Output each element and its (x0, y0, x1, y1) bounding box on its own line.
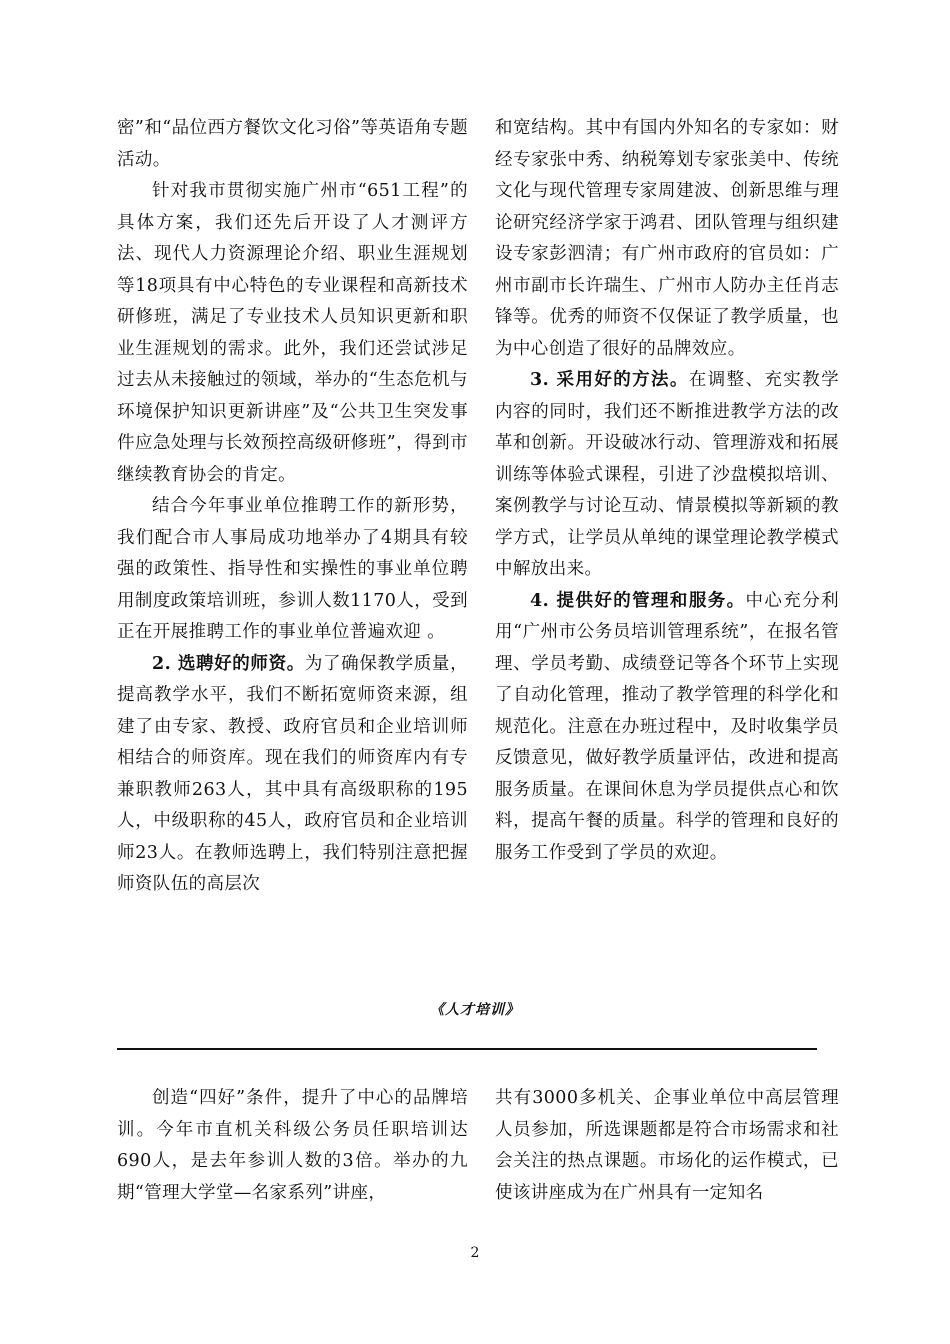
bottom-left-column (117, 1083, 468, 1209)
paragraph: 密”和“品位西方餐饮文化习俗”等英语角专题活动。 (117, 118, 468, 170)
paragraph-body: 在调整、充实教学内容的同时，我们还不断推进教学方法的改革和创新。开设破冰行动、管理游戏和拓展训练等体验式课程，引进了沙盘模拟培训、案例教学与讨论互动、情景模拟等新颖的教学方式，让学员从单纯的课堂理论教学模式中解放出来。 (495, 370, 839, 579)
paragraph-heading: 3. 采用好的方法。 (530, 370, 689, 390)
top-left-column (117, 113, 468, 901)
paragraph (495, 365, 839, 586)
paragraph: 针对我市贯彻实施广州市“651工程”的具体方案，我们还先后开设了人才测评方法、现代人力资源理论介绍、职业生涯规划等18项具有中心特色的专业课程和高新技术研修班，满足了专业技术人员知识更新和职业生涯规划的需求。此外，我们还尝试涉足过去从未接触过的领域，举办的“生态危机与环境保护知识更新讲座”及“公共卫生突发事件应急处理与长效预控高级研修班”，得到市继续教育协会的肯定。 (117, 181, 468, 485)
section-title: 《人才培训》 (430, 1002, 520, 1018)
paragraph: 和宽结构。其中有国内外知名的专家如：财经专家张中秀、纳税筹划专家张美中、传统文化与现代管理专家周建波、创新思维与理论研究经济学家于鸿君、团队管理与组织建设专家彭泗清；有广州市政府的官员如：广州市副市长许瑞生、广州市人防办主任肖志锋等。优秀的师资不仅保证了教学质量，也为中心创造了很好的品牌效应。 (495, 118, 839, 359)
paragraph: 创造“四好”条件，提升了中心的品牌培训。今年市直机关科级公务员任职培训达690人，是去年参训人数的3倍。举办的九期“管理大学堂—名家系列”讲座， (117, 1088, 468, 1203)
paragraph-heading: 4. 提供好的管理和服务。 (530, 590, 746, 611)
paragraph (117, 649, 468, 901)
paragraph-heading: 2. 选聘好的师资。 (152, 653, 305, 674)
section-divider (117, 1048, 817, 1050)
paragraph: 结合今年事业单位推聘工作的新形势，我们配合市人事局成功地举办了4期具有较强的政策性、指导性和实操性的事业单位聘用制度政策培训班，参训人数1170人，受到正在开展推聘工作的事业单位普遍欢迎 。 (117, 496, 468, 642)
page-number: 2 (470, 1245, 480, 1261)
paragraph: 共有3000多机关、企事业单位中高层管理人员参加，所选课题都是符合市场需求和社会关注的热点课题。市场化的运作模式，已使该讲座成为在广州具有一定知名 (495, 1088, 839, 1203)
paragraph-body: 中心充分利用“广州市公务员培训管理系统”，在报名管理、学员考勤、成绩登记等各个环节上实现了自动化管理，推动了教学管理的科学化和规范化。注意在办班过程中，及时收集学员反馈意见，做好教学质量评估，改进和提高服务质量。在课间休息为学员提供点心和饮料，提高午餐的质量。科学的管理和良好的服务工作受到了学员的欢迎。 (495, 590, 839, 863)
paragraph (495, 586, 839, 870)
bottom-right-column (495, 1083, 839, 1209)
top-right-column (495, 113, 839, 869)
paragraph-body: 为了确保教学质量，提高教学水平，我们不断拓宽师资来源，组建了由专家、教授、政府官员和企业培训师相结合的师资库。现在我们的师资库内有专兼职教师263人，其中具有高级职称的195人，中级职称的45人，政府官员和企业培训师23人。在教师选聘上，我们特别注意把握师资队伍的高层次 (117, 653, 468, 894)
